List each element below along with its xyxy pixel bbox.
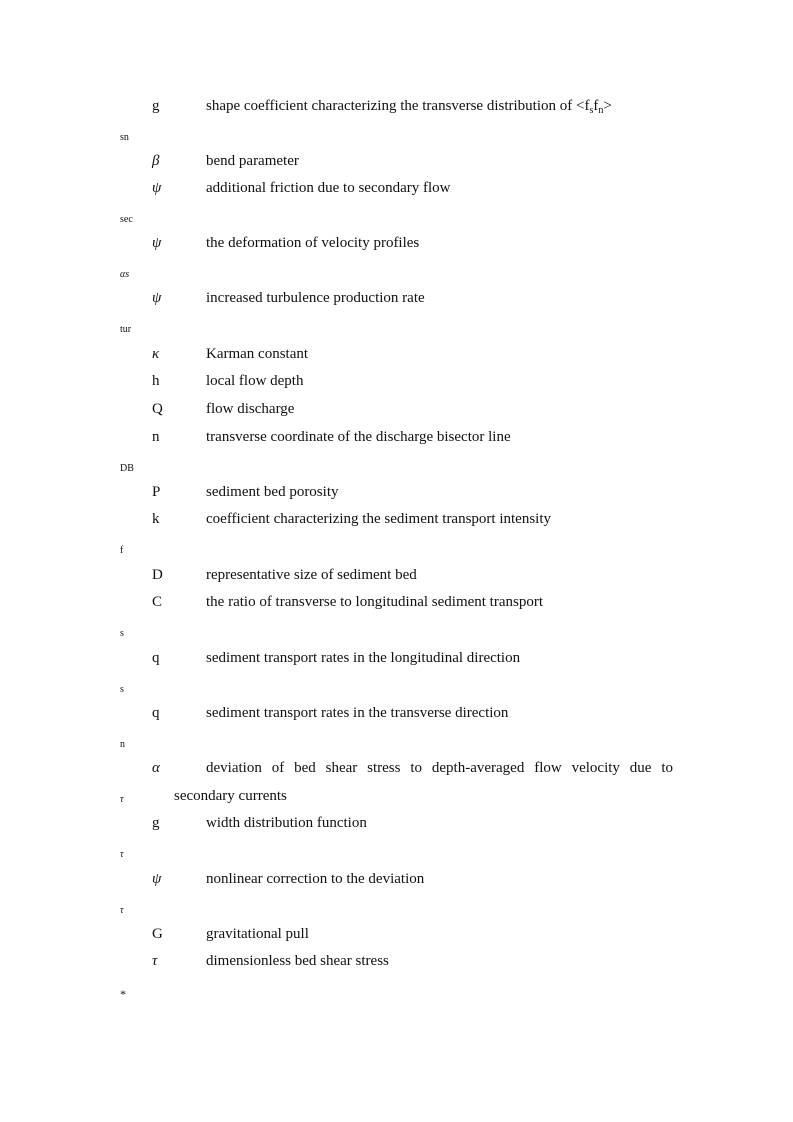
nomenclature-row [0,371,793,395]
definition: Karman constant [206,346,309,362]
symbol: C [152,594,163,610]
nomenclature-row [0,509,793,533]
nomenclature-row [0,399,793,423]
f-mid: f [593,98,599,114]
f-sub-n: n [598,105,604,116]
nomenclature-row [0,703,793,727]
symbol: ψ [152,290,162,306]
nomenclature-row [0,96,793,120]
subscript-label: sec [120,214,133,225]
symbol: τ [152,953,158,969]
definition: increased turbulence production rate [206,290,425,306]
nomenclature-row [0,151,793,175]
nomenclature-row [0,758,793,810]
symbol: k [152,511,160,527]
definition: width distribution function [206,815,367,831]
subscript-label: s [120,684,124,695]
symbol: P [152,484,161,500]
nomenclature-row [0,648,793,672]
definition: the ratio of transverse to longitudinal sediment transport [206,594,544,610]
subscript-label: τ [120,905,124,916]
definition: local flow depth [206,373,304,389]
definition: gravitational pull [206,926,309,942]
f-close: > [603,98,612,114]
symbol: g [152,98,160,114]
symbol: ψ [152,180,162,196]
definition: nonlinear correction to the deviation [206,871,425,887]
subscript-label: * [120,987,126,1001]
nomenclature-row [0,233,793,257]
definition-continuation: secondary currents [174,788,287,804]
symbol: G [152,926,163,942]
subscript-label: αs [120,269,130,280]
subscript-label: sn [120,132,129,143]
symbol: q [152,650,160,666]
symbol: q [152,705,160,721]
definition: sediment transport rates in the longitudinal direction [206,650,521,666]
definition [206,96,612,121]
nomenclature-row [0,869,793,893]
symbol: β [152,153,160,169]
nomenclature-row [0,288,793,312]
definition: additional friction due to secondary flow [206,180,451,196]
subscript-label: DB [120,463,134,474]
nomenclature-row [0,924,793,948]
symbol: α [152,760,160,776]
subscript-label: τ [120,794,124,805]
nomenclature-row [0,951,793,975]
definition: flow discharge [206,401,295,417]
definition: dimensionless bed shear stress [206,953,389,969]
subscript-label: f [120,545,124,556]
definition: the deformation of velocity profiles [206,235,420,251]
definition: sediment bed porosity [206,484,339,500]
symbol: κ [152,346,160,362]
nomenclature-row [0,813,793,837]
definition: transverse coordinate of the discharge bisector line [206,429,511,445]
symbol: Q [152,401,163,417]
nomenclature-row [0,344,793,368]
definition: bend parameter [206,153,299,169]
symbol: ψ [152,871,162,887]
definition: coefficient characterizing the sediment transport intensity [206,511,552,527]
symbol: D [152,567,163,583]
nomenclature-row [0,178,793,202]
definition-text: shape coefficient characterizing the transverse distribution of [206,98,576,114]
subscript-label: s [120,628,124,639]
definition: deviation of bed shear stress to depth-averaged flow velocity due to [206,760,673,776]
symbol: ψ [152,235,162,251]
definition: representative size of sediment bed [206,567,417,583]
nomenclature-row [0,482,793,506]
nomenclature-row [0,592,793,616]
subscript-label: τ [120,849,124,860]
symbol: g [152,815,160,831]
f-sub-s: s [589,105,594,116]
definition: sediment transport rates in the transverse direction [206,705,509,721]
f-open: <f [576,98,590,114]
symbol: n [152,429,160,445]
subscript-label: n [120,739,125,750]
symbol: h [152,373,160,389]
nomenclature-row [0,565,793,589]
subscript-label: tur [120,324,132,335]
nomenclature-row [0,427,793,451]
